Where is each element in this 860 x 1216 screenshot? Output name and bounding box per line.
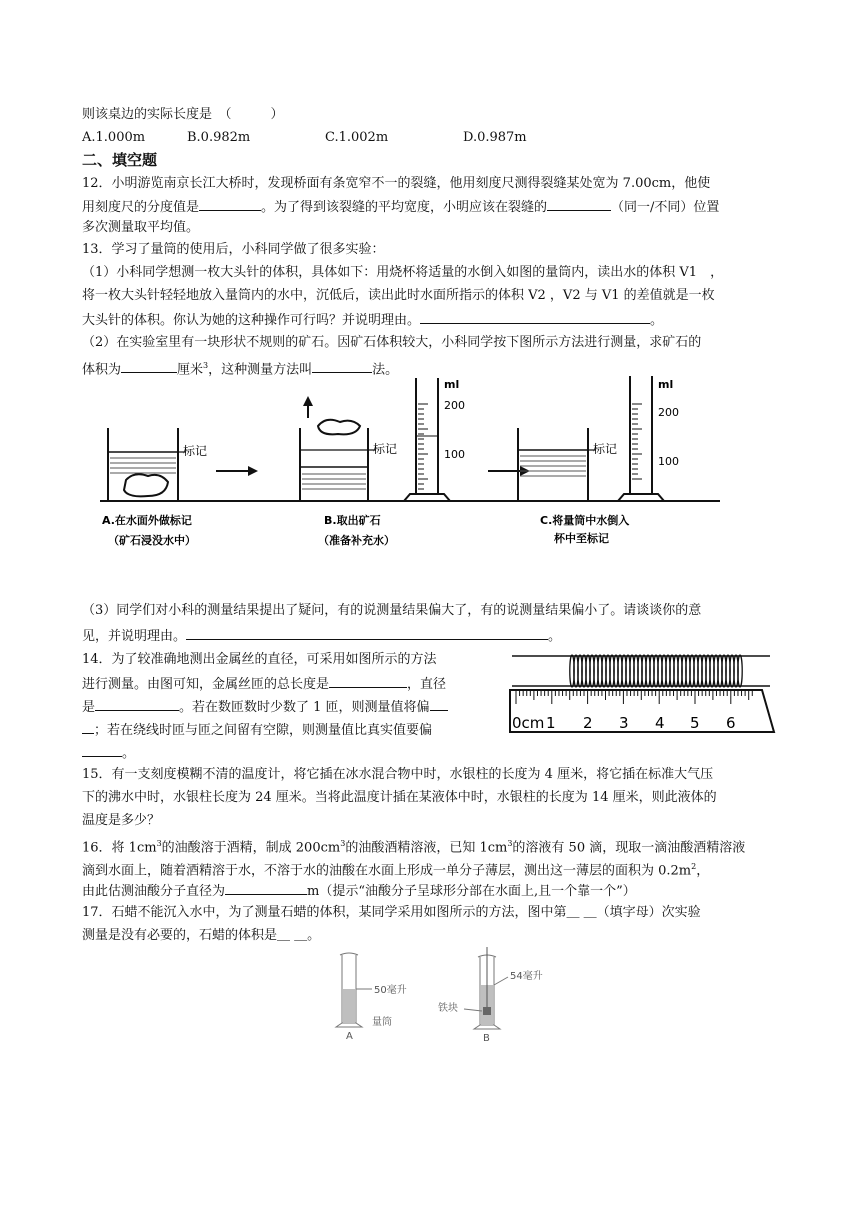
q15-line-3: 温度是多少？ — [82, 813, 161, 828]
q16-superscript-3: 3 — [507, 839, 513, 848]
q13-part2-line-1: （2）在实验室里有一块形状不规则的矿石。因矿石体积较大，小科同学按下图所示方法进行测量，求矿石的 — [82, 335, 702, 350]
cylinder-1-unit: ml — [444, 378, 460, 391]
q17-line-2: 测量是没有必要的，石蜡的体积是＿ ＿。 — [82, 928, 321, 943]
q13-part2-text-c: ，这种测量方法叫 — [208, 362, 313, 378]
q15-line-2: 下的沸水中时，水银柱长度为 24 厘米。当将此温度计插在某液体中时，水银柱的长度为 14 厘米，则此液体的 — [82, 790, 717, 805]
cylinder-a — [336, 953, 372, 1027]
q12-line-2 — [82, 196, 719, 218]
cylinder-b-letter: B — [483, 1033, 490, 1044]
q16-superscript-2: 3 — [340, 839, 346, 848]
q14-line-4 — [82, 719, 432, 741]
q13-part3-answer-blank[interactable] — [186, 625, 548, 640]
cylinder-2-tick-200: 200 — [658, 406, 679, 419]
q11-option-a: A.1.000m — [82, 130, 146, 145]
q16-text-c: 的油酸酒精溶液，已知 1cm — [345, 840, 508, 856]
q12-line-1: 12．小明游览南京长江大桥时，发现桥面有条宽窄不一的裂缝，他用刻度尺测得裂缝某处宽为 7.00cm，他使 — [82, 176, 711, 191]
q14-miscount-blank-cont[interactable] — [82, 719, 94, 734]
q16-diameter-blank[interactable] — [225, 880, 307, 895]
ruler-label-2: 2 — [583, 714, 593, 732]
q16-text-e: 滴到水面上，随着酒精溶于水，不溶于水的油酸在水面上形成一单分子薄层，测出这一薄层的面积为 0.2m — [82, 863, 692, 879]
cylinder-1-tick-100: 100 — [444, 448, 465, 461]
beaker-c — [518, 428, 596, 501]
q16-text-d: 的溶液有 50 滴，现取一滴油酸酒精溶液 — [512, 840, 746, 856]
q12-answer-blank-2[interactable] — [547, 196, 611, 211]
iron-block-label: 铁块 — [438, 1003, 458, 1014]
q14-gap-blank[interactable] — [82, 742, 122, 757]
paraffin-figure — [320, 945, 570, 1045]
q14-line-2 — [82, 673, 446, 695]
cylinder-a-name-label: 量筒 — [372, 1017, 392, 1028]
q12-text-c: （同一/不同）位置 — [611, 200, 720, 215]
q11-option-d: D.0.987m — [463, 130, 527, 145]
cylinder-1-tick-200: 200 — [444, 399, 465, 412]
ruler-label-1: 1 — [546, 714, 556, 732]
q14-line-5 — [82, 742, 135, 764]
arrow-1 — [216, 466, 258, 476]
ore-volume-figure — [100, 368, 720, 558]
measuring-cylinder-1 — [404, 378, 450, 501]
q11-option-b: B.0.982m — [187, 130, 251, 145]
q16-text-g: m（提示“油酸分子呈球形分部在水面上,且一个靠一个”） — [307, 884, 636, 899]
q13-part3-text: 见，并说明理由。 — [82, 629, 187, 644]
q16-superscript-4: 2 — [691, 862, 697, 871]
q11-question-tail — [82, 105, 284, 125]
mark-label-a: 标记 — [183, 444, 208, 458]
cylinder-2-unit: ml — [658, 378, 674, 391]
q13-part1-answer-blank[interactable] — [420, 309, 650, 324]
q13-part2-text-d: 法。 — [372, 362, 399, 378]
coil-ruler-figure — [508, 650, 780, 736]
q15-line-1: 15．有一支刻度模糊不清的温度计，将它插在冰水混合物中时，水银柱的长度为 4 厘米，将它插在标准大气压 — [82, 767, 714, 782]
q13-part3-line-2: 见，并说明理由。 。 — [82, 625, 561, 647]
q11-options — [82, 128, 527, 148]
q16-text-f: 由此估测油酸分子直径为 — [82, 884, 226, 899]
ore-lifted — [318, 420, 360, 435]
q14-diameter-blank[interactable] — [95, 696, 179, 711]
q12-text-b: 。为了得到该裂缝的平均宽度，小明应该在裂缝的 — [261, 200, 548, 215]
q14-text-b: ，直径 — [407, 677, 447, 692]
q16-text-b: 的油酸溶于酒精，制成 200cm — [161, 840, 341, 856]
q13-part1-line-3: 大头针的体积。你认为她的这种操作可行吗？并说明理由。 。 — [82, 309, 663, 331]
wire-coil — [570, 655, 742, 687]
beaker-b — [300, 396, 376, 501]
q14-miscount-blank[interactable] — [430, 696, 448, 711]
cylinder-2-tick-100: 100 — [658, 455, 679, 468]
q16-text-a: 16．将 1cm — [82, 840, 157, 856]
measuring-cylinder-2 — [618, 376, 664, 501]
caption-b-line-2: （准备补充水） — [318, 534, 395, 547]
q13-part2-text-b: 厘米 — [177, 362, 204, 378]
q16-line-1 — [82, 834, 745, 858]
ore-rock — [124, 474, 168, 496]
caption-c-line-2: 杯中至标记 — [554, 532, 609, 545]
q13-part3-line-1: （3）同学们对小科的测量结果提出了疑问，有的说测量结果偏大了，有的说测量结果偏小了。请谈谈你的意 — [82, 603, 702, 618]
q14-total-length-blank[interactable] — [329, 673, 407, 688]
caption-a-line-2: （矿石浸没水中） — [108, 534, 196, 547]
q14-text-e: ；若在绕线时匝与匝之间留有空隙，则测量值比真实值要偏 — [94, 723, 433, 738]
ruler-label-3: 3 — [619, 714, 629, 732]
mark-label-c: 标记 — [593, 442, 618, 456]
cylinder-a-volume-label: 50毫升 — [374, 985, 407, 996]
q14-text-f: 。 — [122, 746, 136, 761]
q13-unit-superscript: 3 — [203, 361, 209, 370]
q17-line-1: 17．石蜡不能沉入水中，为了测量石蜡的体积，某同学采用如图所示的方法，图中第＿ ＿（填字母）次实验 — [82, 905, 701, 920]
q13-part1-line-1: （1）小科同学想测一枚大头针的体积，具体如下：用烧杯将适量的水倒入如图的量筒内，读出水的体积 V1 ， — [82, 265, 724, 280]
caption-a-line-1: A.在水面外做标记 — [102, 514, 192, 527]
caption-c-line-1: C.将量筒中水倒入 — [540, 514, 630, 527]
q14-line-1: 14．为了较准确地测出金属丝的直径，可采用如图所示的方法 — [82, 652, 437, 667]
q16-line-2: 滴到水面上，随着酒精溶于水，不溶于水的油酸在水面上形成一单分子薄层，测出这一薄层的面积为 $0.2m^2$， — [82, 862, 710, 879]
section-heading: 二、填空题 — [82, 151, 158, 169]
q13-intro: 13．学习了量筒的使用后，小科同学做了很多实验： — [82, 242, 385, 257]
ruler-label-4: 4 — [655, 714, 665, 732]
caption-b-line-1: B.取出矿石 — [324, 514, 381, 527]
ruler-label-5: 5 — [690, 714, 700, 732]
q13-part1-line-2: 将一枚大头针轻轻地放入量筒内的水中，沉低后，读出此时水面所指示的体积 V2 ，V2 与 V1 的差值就是一枚 — [82, 288, 715, 303]
q16-superscript-1: 3 — [156, 839, 162, 848]
mark-label-b: 标记 — [373, 442, 398, 456]
cylinder-a-letter: A — [346, 1031, 353, 1042]
ruler-label-6: 6 — [726, 714, 736, 732]
q11-text: 则该桌边的实际长度是 （ ） — [82, 107, 284, 122]
cylinder-b-volume-label: 54毫升 — [510, 971, 543, 982]
q12-line-3: 多次测量取平均值。 — [82, 220, 200, 235]
iron-block — [483, 1007, 491, 1015]
q14-text-c: 是 — [82, 700, 96, 715]
beaker-a — [108, 428, 186, 501]
cylinder-b — [464, 947, 508, 1029]
q14-text-a: 进行测量。由图可知，金属丝匝的总长度是 — [82, 677, 330, 692]
q12-text-a: 用刻度尺的分度值是 — [82, 200, 200, 215]
q13-part1-text: 大头针的体积。你认为她的这种操作可行吗？并说明理由。 — [82, 313, 421, 328]
q16-line-3 — [82, 880, 636, 902]
q13-part2-text-a: 体积为 — [82, 362, 122, 378]
q14-text-d: 。若在数匝数时少数了 1 匝，则测量值将偏 — [179, 700, 430, 715]
q12-answer-blank-1[interactable] — [199, 196, 261, 211]
q14-line-3 — [82, 696, 448, 718]
q11-option-c: C.1.002m — [325, 130, 389, 145]
ruler-label-0: 0cm — [512, 714, 545, 732]
